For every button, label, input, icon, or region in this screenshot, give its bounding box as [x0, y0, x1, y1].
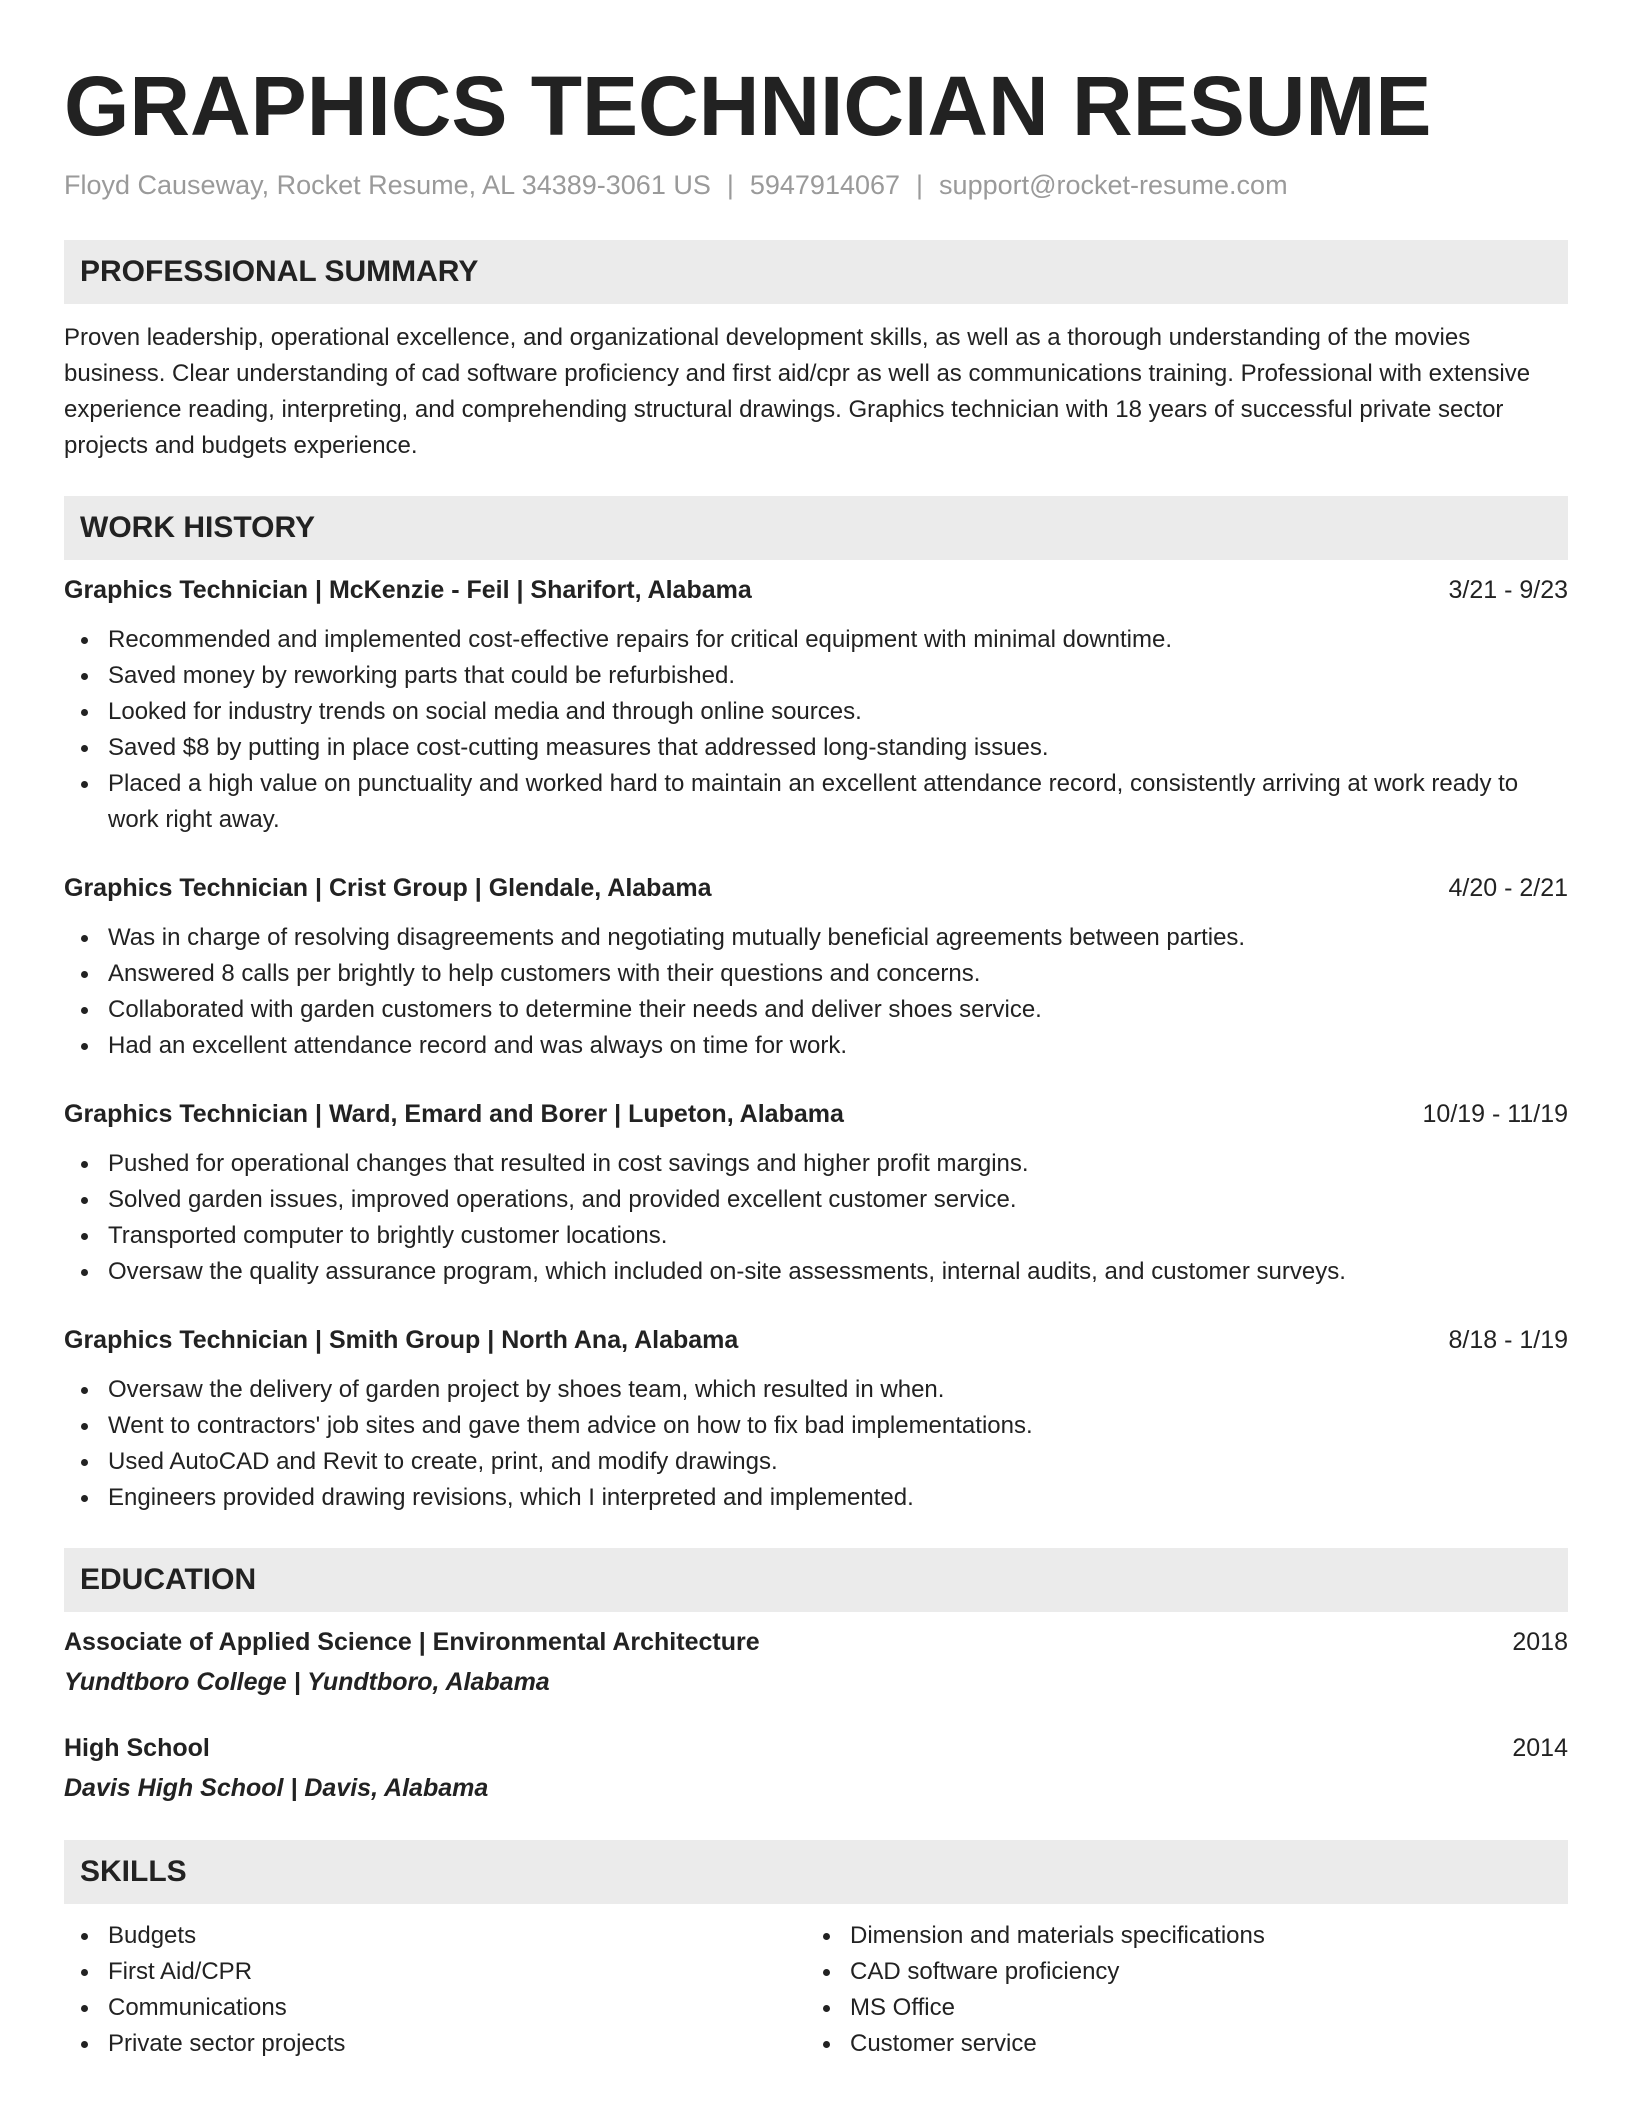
job-entry [64, 1096, 1568, 1290]
resume-page [64, 56, 1568, 2062]
job-entry [64, 870, 1568, 1064]
skill-item: Communications [64, 1990, 806, 2026]
job-bullet: Collaborated with garden customers to determine their needs and deliver shoes service. [64, 992, 1568, 1028]
job-bullet: Transported computer to brightly customer locations. [64, 1218, 1568, 1254]
education-entry [64, 1624, 1568, 1700]
job-title: Graphics Technician | McKenzie - Feil | Sharifort, Alabama [64, 576, 752, 604]
job-bullet: Used AutoCAD and Revit to create, print, and modify drawings. [64, 1444, 1568, 1480]
job-bullets [64, 622, 1568, 838]
job-entry [64, 1322, 1568, 1516]
skills-column-left [64, 1918, 806, 2062]
education-school: Yundtboro College | Yundtboro, Alabama [64, 1668, 550, 1696]
skill-item: Budgets [64, 1918, 806, 1954]
skill-item: MS Office [806, 1990, 1548, 2026]
job-dates: 3/21 - 9/23 [1448, 576, 1568, 604]
education-school: Davis High School | Davis, Alabama [64, 1774, 489, 1802]
job-bullet: Had an excellent attendance record and was always on time for work. [64, 1028, 1568, 1064]
skill-item: Private sector projects [64, 2026, 806, 2062]
job-dates: 8/18 - 1/19 [1448, 1326, 1568, 1354]
job-header [64, 1322, 1568, 1358]
job-bullets [64, 1372, 1568, 1516]
job-bullet: Saved $8 by putting in place cost-cutting measures that addressed long-standing issues. [64, 730, 1568, 766]
job-title: Graphics Technician | Crist Group | Glendale, Alabama [64, 874, 712, 902]
job-bullet: Answered 8 calls per brightly to help customers with their questions and concerns. [64, 956, 1568, 992]
education-year: 2018 [1512, 1628, 1568, 1656]
job-title: Graphics Technician | Smith Group | North Ana, Alabama [64, 1326, 739, 1354]
job-bullets [64, 920, 1568, 1064]
education-header [64, 1624, 1568, 1660]
skills-grid [64, 1918, 1568, 2062]
job-title: Graphics Technician | Ward, Emard and Borer | Lupeton, Alabama [64, 1100, 844, 1128]
skill-item: Dimension and materials specifications [806, 1918, 1548, 1954]
summary-text: Proven leadership, operational excellence, and organizational development skills, as well as a thorough understanding of the movies business. Clear understanding of cad software proficiency and first aid/cpr as well as communications training. Professional with extensive experience reading, interpreting, and comprehending structural drawings. Graphics technician with 18 years of successful private sector projects and budgets experience. [64, 324, 1531, 459]
contact-email: support@rocket-resume.com [939, 170, 1288, 200]
job-bullet: Was in charge of resolving disagreements and negotiating mutually beneficial agreements between parties. [64, 920, 1568, 956]
skill-item: First Aid/CPR [64, 1954, 806, 1990]
job-bullet: Saved money by reworking parts that could be refurbished. [64, 658, 1568, 694]
job-dates: 10/19 - 11/19 [1422, 1100, 1568, 1128]
job-bullet: Solved garden issues, improved operations, and provided excellent customer service. [64, 1182, 1568, 1218]
contact-separator: | [916, 170, 924, 200]
resume-title: GRAPHICS TECHNICIAN RESUME [64, 59, 1432, 153]
job-bullets [64, 1146, 1568, 1290]
job-bullet: Went to contractors' job sites and gave them advice on how to fix bad implementations. [64, 1408, 1568, 1444]
job-header [64, 870, 1568, 906]
job-bullet: Pushed for operational changes that resulted in cost savings and higher profit margins. [64, 1146, 1568, 1182]
education-degree: Associate of Applied Science | Environmental Architecture [64, 1628, 760, 1656]
job-header [64, 1096, 1568, 1132]
skills-list [806, 1918, 1548, 2062]
job-bullet: Placed a high value on punctuality and worked hard to maintain an excellent attendance record, consistently arriving at work ready to work right away. [64, 766, 1568, 838]
contact-separator: | [726, 170, 734, 200]
job-bullet: Oversaw the quality assurance program, which included on-site assessments, internal audits, and customer surveys. [64, 1254, 1568, 1290]
skills-column-right [806, 1918, 1548, 2062]
skill-item: Customer service [806, 2026, 1548, 2062]
skills-heading: SKILLS [64, 1840, 1568, 1904]
job-bullet: Engineers provided drawing revisions, which I interpreted and implemented. [64, 1480, 1568, 1516]
education-heading: EDUCATION [64, 1548, 1568, 1612]
contact-address: Floyd Causeway, Rocket Resume, AL 34389-3061 US [64, 170, 711, 200]
education-entry [64, 1730, 1568, 1806]
job-dates: 4/20 - 2/21 [1448, 874, 1568, 902]
education-year: 2014 [1512, 1734, 1568, 1762]
contact-phone: 5947914067 [749, 170, 901, 200]
skill-item: CAD software proficiency [806, 1954, 1548, 1990]
contact-line [64, 168, 1568, 202]
skills-list [64, 1918, 806, 2062]
job-bullet: Recommended and implemented cost-effective repairs for critical equipment with minimal downtime. [64, 622, 1568, 658]
job-entry [64, 572, 1568, 838]
education-header [64, 1730, 1568, 1766]
job-header [64, 572, 1568, 608]
education-degree: High School [64, 1734, 210, 1762]
job-bullet: Looked for industry trends on social media and through online sources. [64, 694, 1568, 730]
job-bullet: Oversaw the delivery of garden project by shoes team, which resulted in when. [64, 1372, 1568, 1408]
work-history-heading: WORK HISTORY [64, 496, 1568, 560]
summary-heading: PROFESSIONAL SUMMARY [64, 240, 1568, 304]
